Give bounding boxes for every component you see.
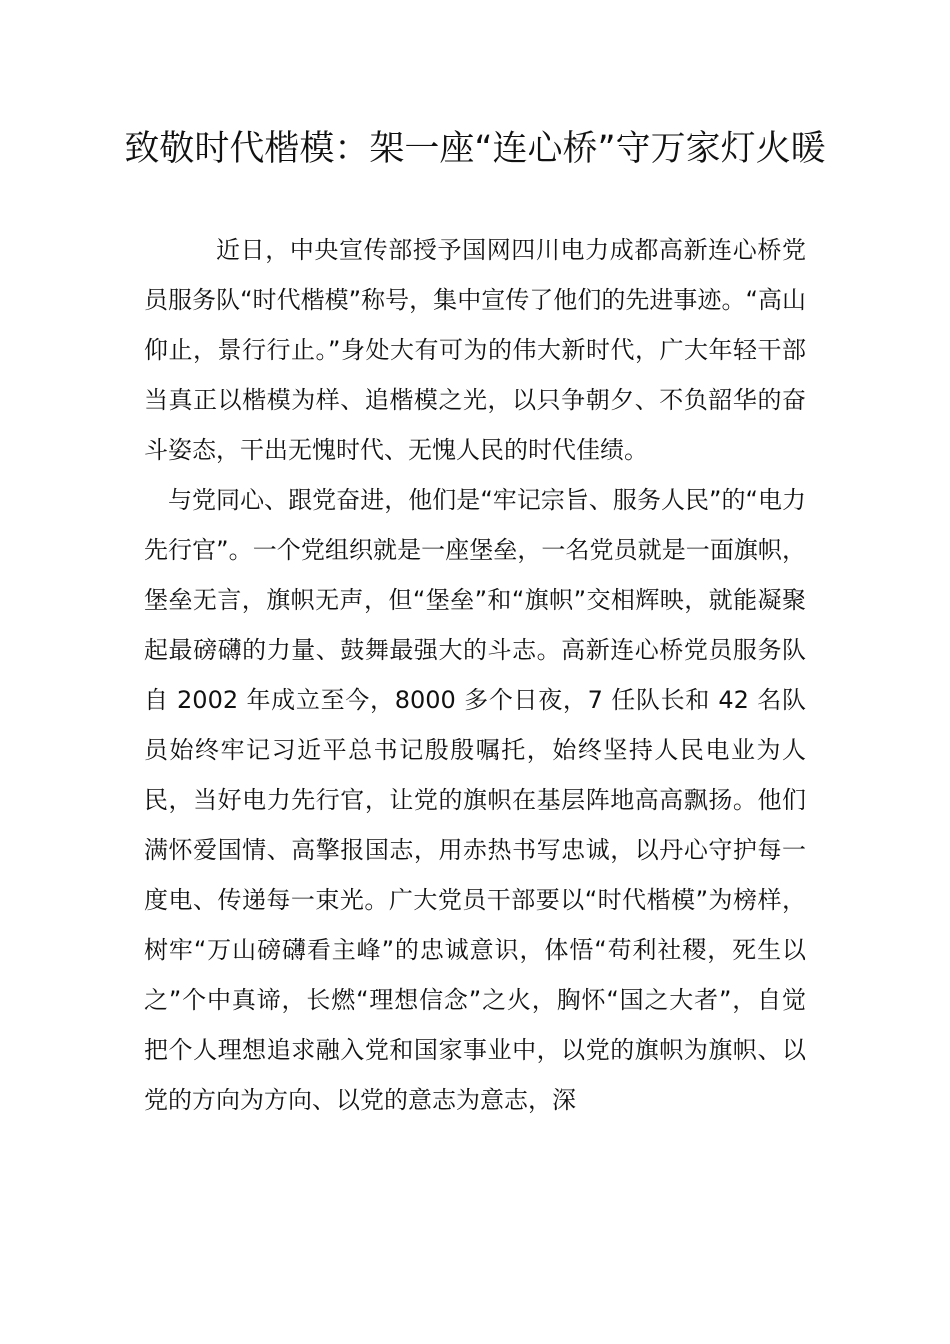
paragraph-1: 近日，中央宣传部授予国网四川电力成都高新连心桥党员服务队“时代楷模”称号，集中宣传了他们的先进事迹。“高山仰止，景行行止。”身处大有可为的伟大新时代，广大年轻干部当真正以楷模为样、追楷模之光，以只争朝夕、不负韶华的奋斗姿态，干出无愧时代、无愧人民的时代佳绩。 <box>144 236 806 464</box>
document-body <box>144 225 806 1125</box>
document-title: 致敬时代楷模：架一座“连心桥”守万家灯火暖 <box>124 129 826 169</box>
paragraph-2: 与党同心、跟党奋进，他们是“牢记宗旨、服务人民”的“电力先行官”。一个党组织就是一座堡垒，一名党员就是一面旗帜，堡垒无言，旗帜无声，但“堡垒”和“旗帜”交相辉映，就能凝聚起最磅礴的力量、鼓舞最强大的斗志。高新连心桥党员服务队自 2002 年成立至今，8000 多个日夜，7 任队长和 42 名队员始终牢记习近平总书记殷殷嘱托，始终坚持人民电业为人民，当好电力先行官，让党的旗帜在基层阵地高高飘扬。他们满怀爱国情、高擎报国志，用赤热书写忠诚，以丹心守护每一度电、传递每一束光。广大党员干部要以“时代楷模”为榜样，树牢“万山磅礴看主峰”的忠诚意识，体悟“苟利社稷，死生以之”个中真谛，长燃“理想信念”之火，胸怀“国之大者”，自觉把个人理想追求融入党和国家事业中，以党的旗帜为旗帜、以党的方向为方向、以党的意志为意志，深 <box>144 486 806 1114</box>
